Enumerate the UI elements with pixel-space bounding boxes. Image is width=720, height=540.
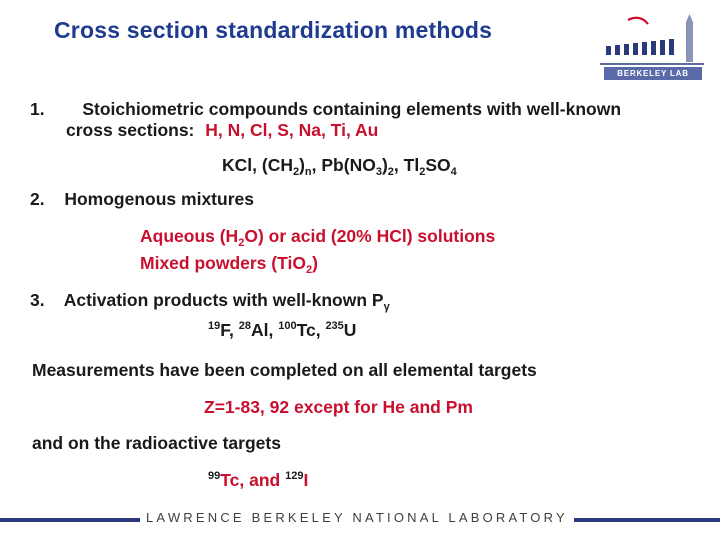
- isotope-sep: ,: [229, 320, 239, 340]
- item-2-number: 2.: [30, 189, 45, 209]
- isotope-mass: 129: [285, 470, 304, 482]
- formula-part: , Tl: [393, 155, 420, 175]
- isotope-mass: 28: [238, 320, 251, 332]
- formula-part: KCl, (CH: [222, 155, 293, 175]
- formula-sub: 4: [450, 166, 457, 178]
- radioactive-isotopes: [208, 470, 308, 491]
- compounds-formula: [222, 155, 457, 178]
- formula-sub: 3: [375, 166, 382, 178]
- measurements-text: Measurements have been completed on all elemental targets: [32, 360, 537, 380]
- isotope-sep: ,: [268, 320, 279, 340]
- formula-part: ): [381, 155, 388, 175]
- isotope: [278, 320, 325, 340]
- z-range-text: Z=1-83, 92 except for He and Pm: [204, 397, 473, 417]
- isotope-symbol: U: [343, 320, 357, 340]
- mixed-sub: 2: [305, 264, 313, 276]
- aqueous-part: O) or acid (20% HCl) solutions: [244, 226, 496, 246]
- item-2-text: Homogenous mixtures: [64, 189, 254, 209]
- isotope: [239, 320, 278, 340]
- isotope-text: I: [303, 470, 309, 490]
- isotope-mass: 100: [278, 320, 297, 332]
- isotope-sep: ,: [315, 320, 326, 340]
- formula-sub: n: [304, 166, 312, 178]
- aqueous-line: [140, 226, 495, 249]
- isotope-mass: 99: [208, 470, 221, 482]
- item-1-number: 1.: [30, 99, 45, 119]
- isotope-symbol: Al: [250, 320, 269, 340]
- gamma-sub: γ: [383, 301, 390, 313]
- isotopes-line: [208, 320, 356, 341]
- item-3: [30, 290, 390, 313]
- mixed-part: Mixed powders (TiO: [140, 253, 306, 273]
- isotope-symbol: Tc: [296, 320, 316, 340]
- isotope-mass: 19: [208, 320, 221, 332]
- formula-part: , Pb(NO: [311, 155, 376, 175]
- formula-part: SO: [425, 155, 451, 175]
- formula-sub: 2: [387, 166, 394, 178]
- slide-title: Cross section standardization methods: [54, 17, 493, 43]
- isotope: [325, 320, 356, 340]
- mixed-part: ): [312, 253, 318, 273]
- item-1-elements: H, N, Cl, S, Na, Ti, Au: [205, 120, 379, 140]
- formula-sub: 2: [292, 166, 300, 178]
- aqueous-part: Aqueous (H: [140, 226, 239, 246]
- item-3-text: Activation products with well-known P: [63, 290, 384, 310]
- item-1-text: Stoichiometric compounds containing elements with well-known: [82, 99, 622, 119]
- radioactive-targets-text: and on the radioactive targets: [32, 433, 281, 453]
- mixed-powders-line: [140, 253, 318, 276]
- item-1-lead: cross sections:: [66, 120, 195, 140]
- isotope-symbol: F: [220, 320, 229, 340]
- item-3-number: 3.: [30, 290, 45, 310]
- isotope: [208, 320, 239, 340]
- formula-sub: 2: [419, 166, 426, 178]
- isotope-mass: 235: [325, 320, 344, 332]
- item-1: [30, 99, 621, 120]
- formula-part: ): [299, 155, 305, 175]
- logo-label: BERKELEY LAB: [604, 67, 702, 80]
- item-1-line2: [66, 120, 378, 141]
- aqueous-sub: 2: [238, 237, 245, 249]
- item-2: [30, 189, 254, 210]
- isotope-text: Tc, and: [220, 470, 286, 490]
- footer-label: LAWRENCE BERKELEY NATIONAL LABORATORY: [140, 510, 574, 525]
